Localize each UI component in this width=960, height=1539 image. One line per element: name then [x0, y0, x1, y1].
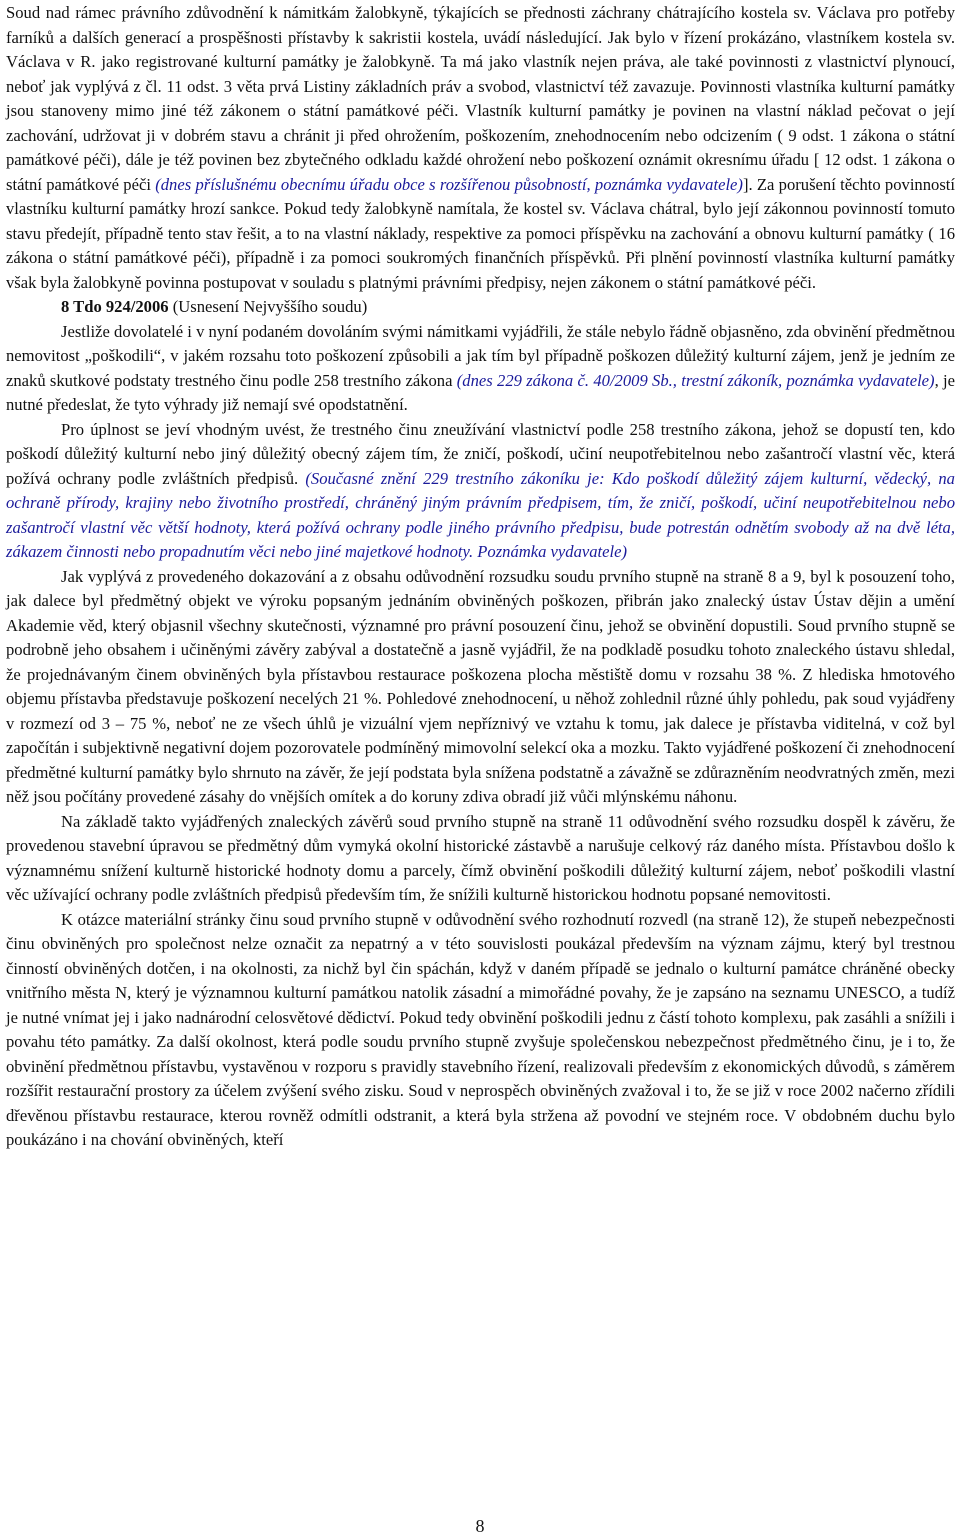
paragraph-4: Jak vyplývá z provedeného dokazování a z obsahu odůvodnění rozsudku soudu prvního stupně na straně 8 a 9, byl k posouzení toho, jak dalece byl předmětný objekt ve výroku popsaným jednáním obviněných poškozen, přibrán jako znalecký ústav Ústav dějin a umění Akademie věd, který objasnil všechny skutečnosti, významné pro právní posouzení činu, jehož se obvinění dopustili. Soud prvního stupně se podrobně jeho obsahem i učiněnými závěry zabýval a dostatečně a jasně vyjádřil, že na podkladě posudku tohoto znaleckého ústavu shledal, že projednávaným činem obviněných byla přístavbou restaurace poškozena plocha městiště domu v rozsahu 38 %. Z hlediska hmotového objemu přístavba představuje poškození necelých 21 %. Pohledové znehodnocení, u něhož zohlednil různé úhly pohledu, pak soud vyjádřeny v rozmezí od 3 – 75 %, neboť ne ze všech úhlů je vizuální vjem nepříznivý ve vztahu k tomu, jak dalece je přístavba viditelná, v což byl započítán i subjektivně negativní dojem pozorovatele podmíněný mimovolní selekcí oka a mozku. Takto vyjádřené poškození či znehodnocení předmětné kulturní památky bylo shrnuto na závěr, že její podstata byla snížena podstatně a závažně se zdůrazněním neodvratných změn, mezi něž jsou počítány provedené zásahy do vnějších omítek a do koruny zdiva obradí již vůči mlýnskému náhonu. — [6, 566, 955, 806]
paragraph-3 — [6, 418, 955, 565]
paragraph-2-text-b: , je nutné předeslat, že tyto výhrady již nemají své opodstatnění. — [6, 370, 956, 414]
paragraph-3-editor-note: (Současné znění 229 trestního zákoníku je: Kdo poškodí důležitý zájem kulturní, vědecký, na ochraně přírody, krajiny nebo životního prostředí, chráněný jiným právním předpisem, tím, že zničí, poškodí, učiní neupotřebitelnou nebo zašantročí vlastní věc větší hodnoty, která požívá ochrany podle jiného právního předpisu, bude potrestán odnětím svobody až na dvě léta, zákazem činnosti nebo propadnutím věci nebo jiné majetkové hodnoty. Poznámka vydavatele) — [6, 468, 955, 561]
case-reference-heading — [6, 295, 955, 320]
paragraph-2-text-a: Jestliže dovolatelé i v nyní podaném dovoláním svými námitkami vyjádřili, že stále nebylo řádně objasněno, zda obvinění předmětnou nemovitost „poškodili“, v jakém rozsahu toto poškození způsobili a jak tím byl případně poškozen důležitý kulturní zájem, jenž je jedním ze znaků skutkové podstaty trestného činu podle 258 trestního zákona — [6, 321, 955, 390]
document-page — [6, 1, 955, 1153]
case-reference-number: 8 Tdo 924/2006 — [61, 297, 169, 316]
paragraph-1-editor-note: (dnes příslušnému obecnímu úřadu obce s rozšířenou působností, poznámka vydavatele) — [155, 174, 743, 194]
paragraph-2 — [6, 320, 955, 418]
paragraph-1-text-b: ]. Za porušení těchto povinností vlastníku kulturní památky hrozí sankce. Pokud tedy žalobkyně namítala, že kostel sv. Václava chátral, bylo její zákonnou povinností tomuto stavu předejít, případně tento stav řešit, a to na vlastní náklady, respektive za pomoci příspěvku na zachování a obnovu kulturní památky ( 16 zákona o státní památkové péči), případně i za pomoci soukromých finančních příspěvků. Při plnění povinností vlastníka kulturní památky však byla žalobkyně povinna postupovat v souladu s platnými právními předpisy, nejen zákonem o státní památkové péči. — [6, 174, 956, 292]
paragraph-5: Na základě takto vyjádřených znaleckých závěrů soud prvního stupně na straně 11 odůvodnění svého rozsudku dospěl k závěru, že provedenou stavební úpravou se předmětný dům vymyká okolní historické zástavbě a narušuje celkový ráz daného místa. Přístavbou došlo k významnému snížení kulturně historické hodnoty domu a parcely, čímž obvinění poškodili důležitý kulturní zájem, neboť poškodili vlastní věc užívající ochrany podle zvláštních předpisů především tím, že snížili kulturně historickou hodnotu popsané nemovitosti. — [6, 811, 955, 904]
case-reference-court: (Usnesení Nejvyššího soudu) — [168, 297, 368, 316]
paragraph-2-editor-note: (dnes 229 zákona č. 40/2009 Sb., trestní zákoník, poznámka vydavatele) — [456, 370, 935, 390]
paragraph-1-text-a: Soud nad rámec právního zdůvodnění k námitkám žalobkyně, týkajících se přednosti záchrany chátrajícího kostela sv. Václava pro potřeby farníků a dalších generací a prospěšnosti přístavby k sakristii kostela, uvádí následující. Jak bylo v řízení prokázáno, vlastníkem kostela sv. Václava v R. jako registrované kulturní památky je žalobkyně. Ta má jako vlastník nejen práva, ale také povinnosti z vlastnictví plynoucí, neboť jak vyplývá z čl. 11 odst. 3 věta prvá Listiny základních práv a svobod, vlastnictví též zavazuje. Povinnosti vlastníka kulturní památky jsou stanoveny mimo jiné též zákonem o státní památkové péči. Vlastník kulturní památky je povinen na vlastní náklad pečovat o její zachování, udržovat ji v dobrém stavu a chránit ji před ohrožením, poškozením, znehodnocením nebo odcizením ( 9 odst. 1 zákona o státní památkové péči), dále je též povinen bez zbytečného odkladu každé ohrožení nebo poškození oznámit okresnímu úřadu [ 12 odst. 1 zákona o státní památkové péči — [6, 3, 955, 194]
paragraph-1 — [6, 1, 955, 295]
paragraph-6: K otázce materiální stránky činu soud prvního stupně v odůvodnění svého rozhodnutí rozvedl (na straně 12), že stupeň nebezpečnosti činu obviněných pro společnost nelze označit za nepatrný a v této souvislosti poukázal především na význam zájmu, který byl trestnou činností obviněných dotčen, i na okolnosti, za nichž byl čin spáchán, když v daném případě se jednalo o kulturní památce chráněné obecky vnitřního města N, který je významnou kulturní památkou natolik zásadní a mimořádné povahy, že je zapsáno na seznamu UNESCO, a tudíž je nutné vnímat jej i jako nadnárodní celosvětové dědictví. Pokud tedy obvinění poškodili jednu z částí tohoto komplexu, pak zasáhli a snížili i povahu této památky. Za další okolnost, která podle soudu prvního stupně zvyšuje společenskou nebezpečnost předmětného činu, je i to, že obvinění předmětnou přístavbu, vystavěnou v rozporu s pravidly stavebního řízení, realizovali především z ekonomických důvodů, s záměrem rozšířit restaurační prostory za účelem zvýšení svého zisku. Soud v neprospěch obviněných zvažoval i to, že se již v roce 2002 načerno zřídili dřevěnou přístavbu restaurace, kterou rovněž odmítli odstranit, a která byla stržena až povodní ve stejném roce. V obdobném duchu bylo poukázáno i na chování obviněných, kteří — [6, 909, 955, 1149]
paragraph-3-text-a: Pro úplnost se jeví vhodným uvést, že trestného činu zneužívání vlastnictví podle 258 trestního zákona, jehož se dopustí ten, kdo poškodí důležitý kulturní nebo jiný důležitý obecný zájem tím, že zničí, poškodí, učiní neupotřebitelnou nebo zašantročí vlastní věc, která požívá ochrany podle zvláštních předpisů. — [6, 419, 955, 488]
page-number: 8 — [475, 1516, 485, 1536]
